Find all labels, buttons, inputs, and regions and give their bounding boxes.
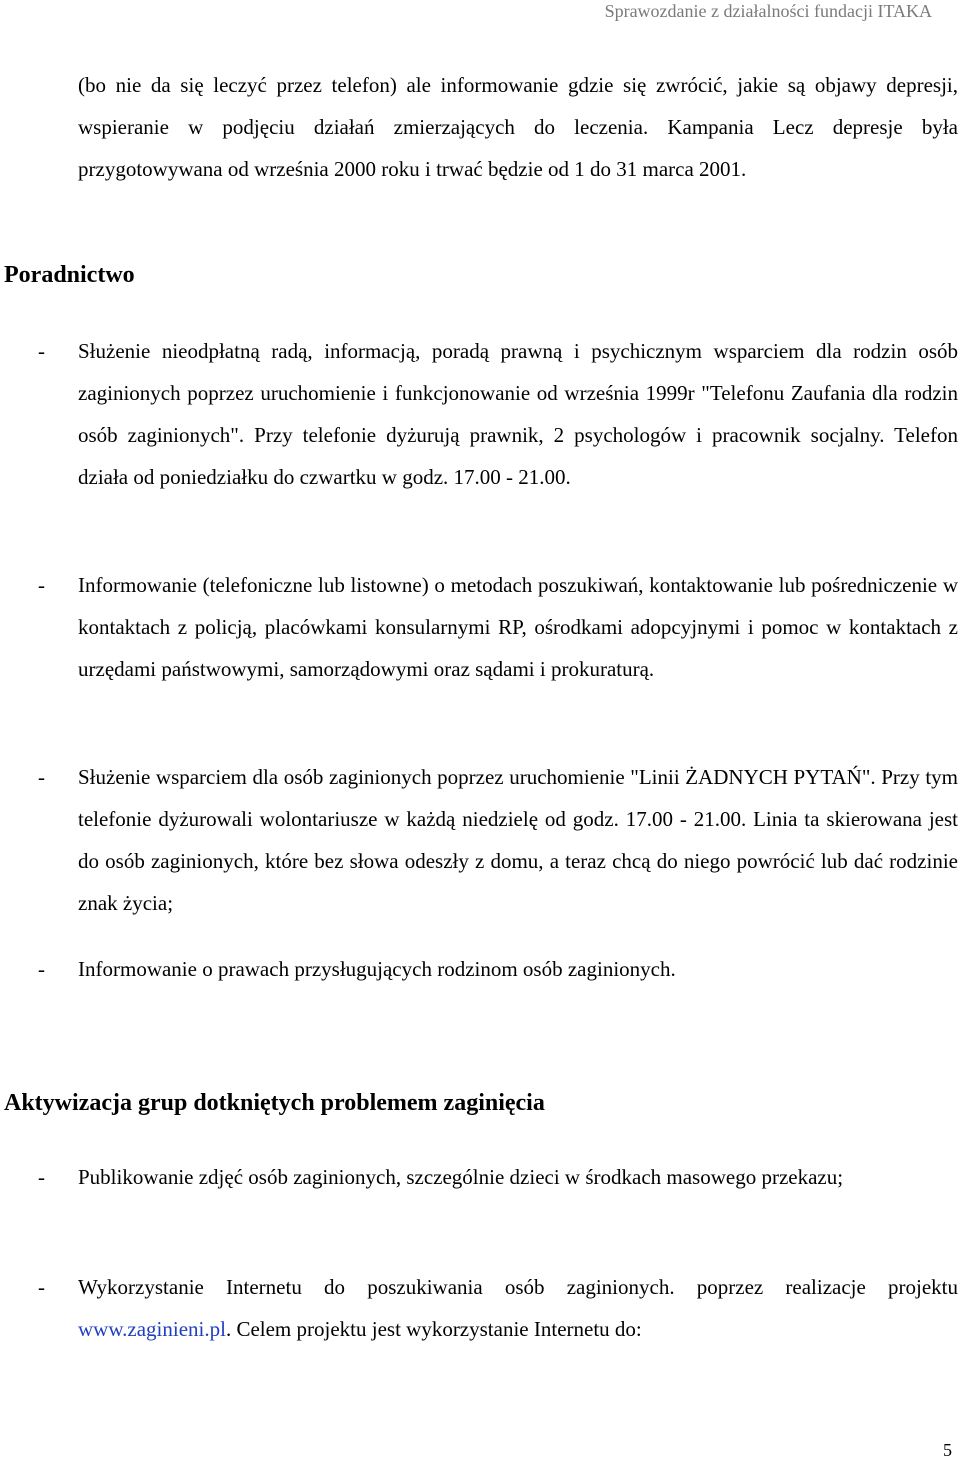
page-number: 5 [943, 1440, 952, 1460]
list-item: Informowanie o prawach przysługujących rodzinom osób zaginionych. [78, 957, 676, 981]
list-dash: - [38, 1165, 45, 1189]
list-dash: - [38, 957, 45, 981]
list-dash: - [38, 765, 45, 789]
list-item: Publikowanie zdjęć osób zaginionych, szczególnie dzieci w środkach masowego przekazu; [78, 1165, 844, 1189]
list-item: Służenie wsparciem dla osób zaginionych poprzez uruchomienie "Linii ŻADNYCH PYTAŃ". Przy tym telefonie dyżurowali wolontariusze w każdą niedzielę od godz. 17.00 - 21.00. Linia ta skierowana jest do osób zaginionych, które bez słowa odeszły z domu, a teraz chcą do niego powrócić lub dać rodzinie znak życia; [78, 765, 958, 915]
section-heading-aktywizacja: Aktywizacja grup dotkniętych problemem zaginięcia [4, 1090, 545, 1116]
list-item [78, 1266, 958, 1350]
list-dash: - [38, 573, 45, 597]
section-heading-poradnictwo: Poradnictwo [4, 262, 135, 288]
intro-paragraph: (bo nie da się leczyć przez telefon) ale informowanie gdzie się zwrócić, jakie są objawy depresji, wspieranie w podjęciu działań zmierzających do leczenia. Kampania Lecz depresje była przygotowywana od września 2000 roku i trwać będzie od 1 do 31 marca 2001. [78, 73, 958, 181]
zaginieni-link[interactable]: www.zaginieni.pl [78, 1317, 226, 1341]
page-header: Sprawozdanie z działalności fundacji ITAKA [604, 1, 932, 21]
list-item-text: Wykorzystanie Internetu do poszukiwania osób zaginionych. poprzez realizacje projektu [78, 1275, 958, 1299]
list-item: Służenie nieodpłatną radą, informacją, poradą prawną i psychicznym wsparciem dla rodzin osób zaginionych poprzez uruchomienie i funkcjonowanie od września 1999r "Telefonu Zaufania dla rodzin osób zaginionych". Przy telefonie dyżurują prawnik, 2 psychologów i pracownik socjalny. Telefon działa od poniedziałku do czwartku w godz. 17.00 - 21.00. [78, 339, 958, 489]
list-item: Informowanie (telefoniczne lub listowne) o metodach poszukiwań, kontaktowanie lub pośredniczenie w kontaktach z policją, placówkami konsularnymi RP, ośrodkami adopcyjnymi i pomoc w kontaktach z urzędami państwowymi, samorządowymi oraz sądami i prokuraturą. [78, 573, 958, 681]
list-dash: - [38, 1275, 45, 1299]
list-dash: - [38, 339, 45, 363]
list-item-text: . Celem projektu jest wykorzystanie Internetu do: [225, 1317, 642, 1341]
